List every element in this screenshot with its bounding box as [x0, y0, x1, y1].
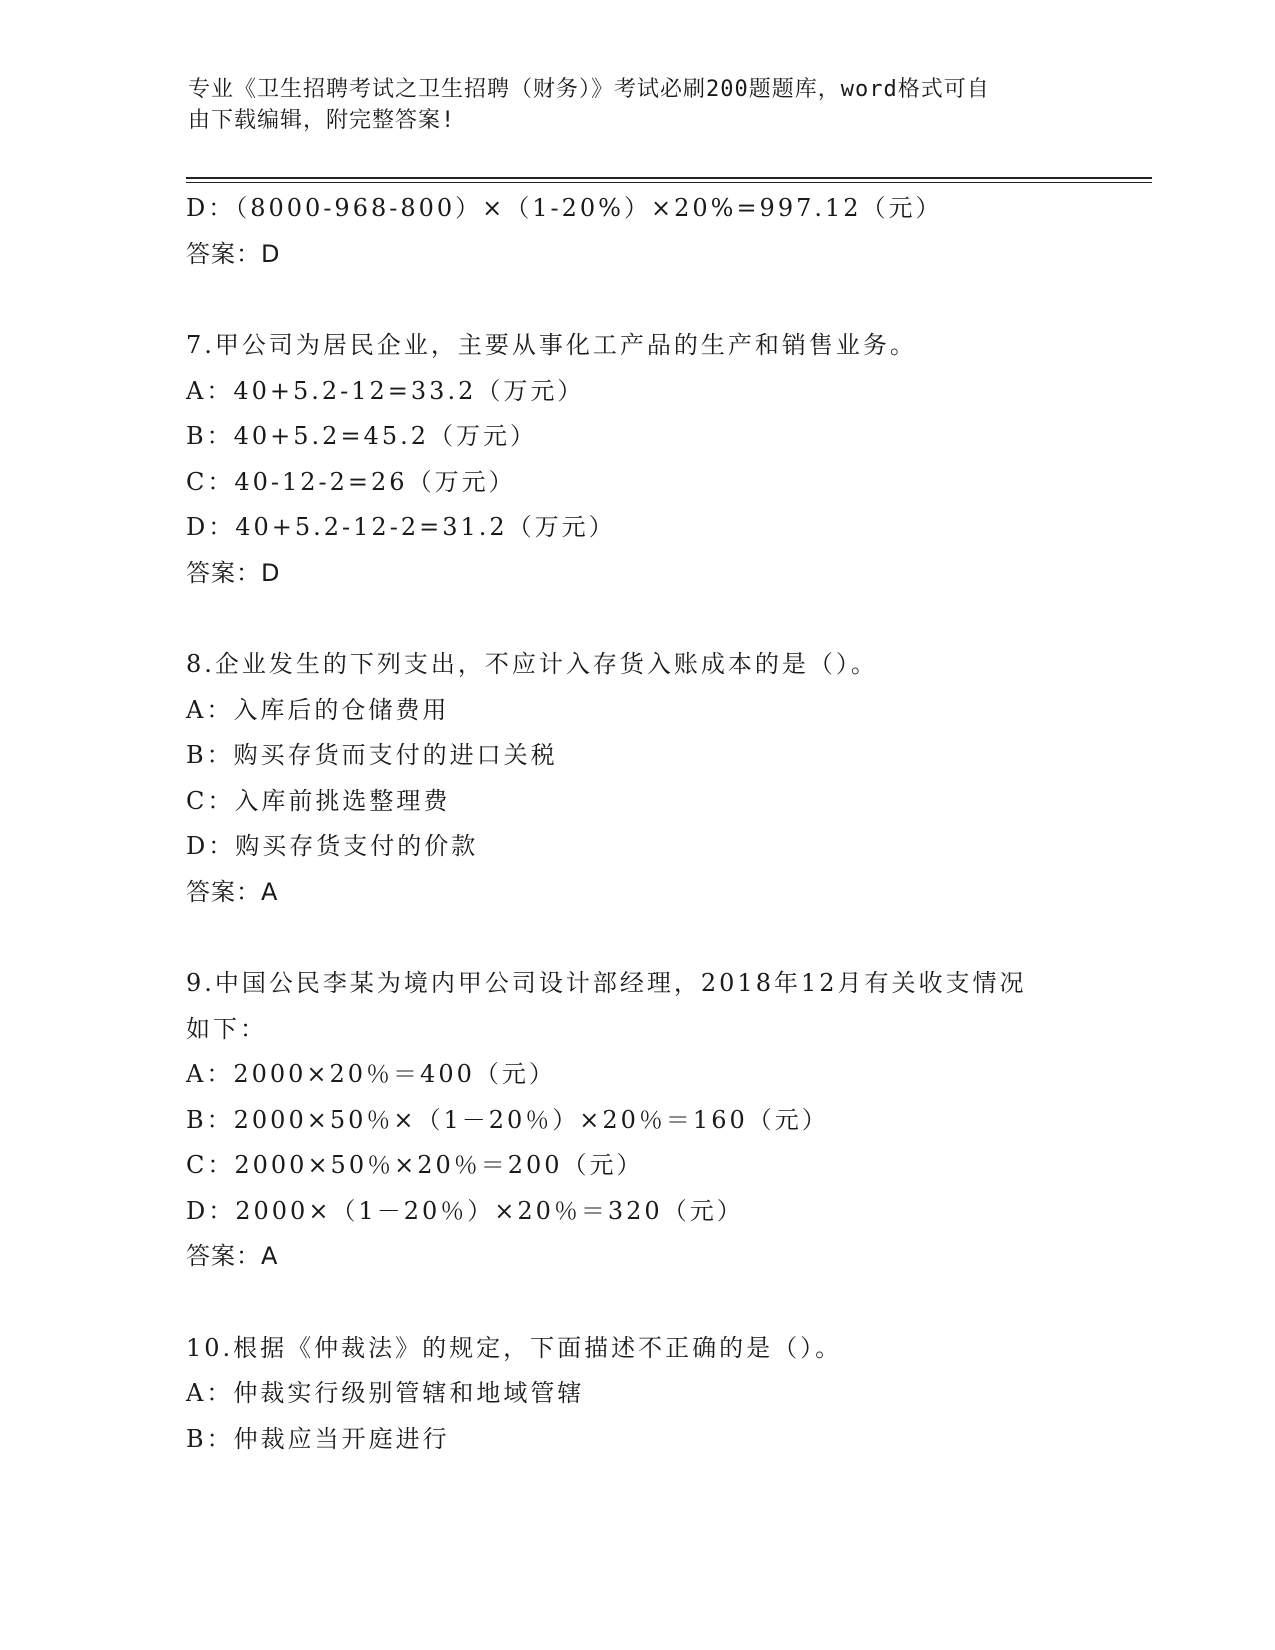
answer-line: 答案：A — [186, 1242, 279, 1270]
option-d: D：（8000-968-800）×（1-20%）×20%=997.12（元） — [186, 194, 943, 222]
option-a: A：入库后的仓储费用 — [186, 695, 450, 724]
option-c: C：40-12-2=26（万元） — [186, 467, 516, 496]
option-c: C：入库前挑选整理费 — [186, 786, 451, 815]
header-title-line-1: 专业《卫生招聘考试之卫生招聘（财务）》考试必刷200题题库，word格式可自 — [188, 77, 990, 102]
option-a: A：40+5.2-12=33.2（万元） — [186, 376, 585, 405]
answer-line: 答案：D — [186, 558, 281, 587]
question-stem: 8.企业发生的下列支出，不应计入存货入账成本的是（）。 — [186, 650, 878, 678]
option-c: C：2000×50％×20％＝200（元） — [186, 1151, 644, 1179]
option-a: A：2000×20％＝400（元） — [186, 1060, 556, 1088]
option-d: D：2000×（1－20％）×20％＝320（元） — [186, 1196, 744, 1225]
option-a: A：仲裁实行级别管辖和地域管辖 — [186, 1379, 585, 1407]
question-block-6-tail — [186, 186, 1086, 277]
question-block-9 — [186, 961, 1086, 1280]
option-b: B：2000×50％×（1－20％）×20％＝160（元） — [186, 1105, 829, 1134]
question-block-7 — [186, 323, 1086, 596]
header-divider-thick — [186, 177, 1152, 179]
question-stem-line-2: 如下： — [186, 1014, 267, 1043]
question-stem-line-1: 9.中国公民李某为境内甲公司设计部经理，2018年12月有关收支情况 — [186, 969, 1027, 997]
question-block-8 — [186, 642, 1086, 915]
answer-line: 答案：D — [186, 239, 281, 268]
question-list — [186, 186, 1086, 1462]
question-block-10 — [186, 1326, 1086, 1463]
option-b: B：40+5.2=45.2（万元） — [186, 422, 537, 450]
document-header — [188, 74, 1068, 136]
question-stem: 7.甲公司为居民企业，主要从事化工产品的生产和销售业务。 — [186, 331, 917, 359]
option-b: B：仲裁应当开庭进行 — [186, 1424, 450, 1453]
option-d: D：40+5.2-12-2=31.2（万元） — [186, 513, 616, 541]
option-d: D：购买存货支付的价款 — [186, 832, 479, 860]
question-stem: 10.根据《仲裁法》的规定，下面描述不正确的是（）。 — [186, 1333, 843, 1362]
option-b: B：购买存货而支付的进口关税 — [186, 741, 558, 769]
answer-line: 答案：A — [186, 877, 279, 906]
header-divider-thin — [186, 182, 1152, 183]
header-title-line-2: 由下载编辑，附完整答案! — [188, 108, 456, 133]
